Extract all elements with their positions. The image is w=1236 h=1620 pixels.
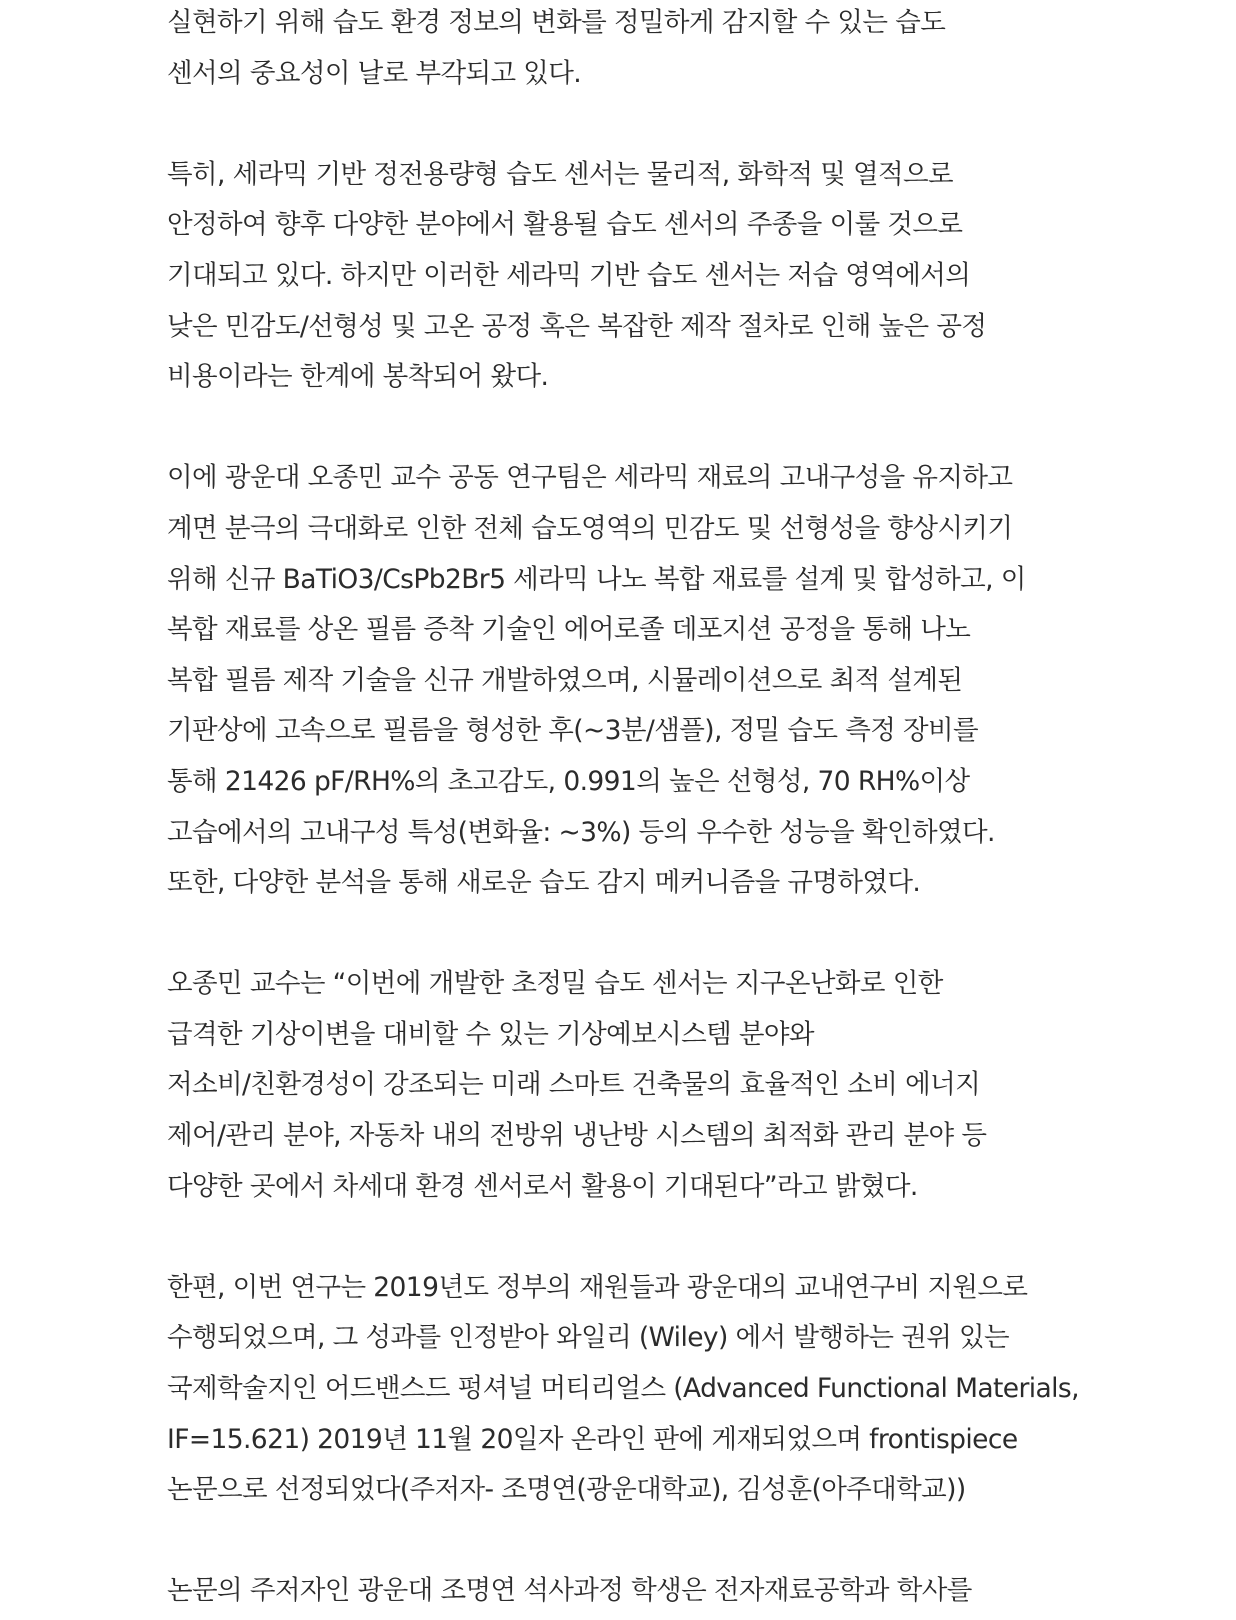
text-line: 제어/관리 분야, 자동차 내의 전방위 냉난방 시스템의 최적화 관리 분야 등 (167, 1120, 987, 1152)
paragraph-3 (167, 453, 1217, 908)
paragraph-5 (167, 1263, 1217, 1516)
text-line: 특히, 세라믹 기반 정전용량형 습도 센서는 물리적, 화학적 및 열적으로 (167, 158, 954, 190)
text-line: 또한, 다양한 분석을 통해 새로운 습도 감지 메커니즘을 규명하였다. (167, 867, 921, 899)
text-line: 안정하여 향후 다양한 분야에서 활용될 습도 센서의 주종을 이룰 것으로 (167, 209, 963, 241)
text-line: IF=15.621) 2019년 11월 20일자 온라인 판에 게재되었으며 frontispiece (167, 1423, 1018, 1455)
paragraph-gap (167, 403, 1217, 454)
article-body (167, 0, 1217, 1617)
text-line: 계면 분극의 극대화로 인한 전체 습도영역의 민감도 및 선형성을 향상시키기 (167, 512, 1013, 544)
paragraph-2 (167, 150, 1217, 403)
text-line: 기대되고 있다. 하지만 이러한 세라믹 기반 습도 센서는 저습 영역에서의 (167, 259, 971, 291)
paragraph-6 (167, 1566, 1217, 1617)
text-line: 저소비/친환경성이 강조되는 미래 스마트 건축물의 효율적인 소비 에너지 (167, 1069, 981, 1101)
paragraph-gap (167, 1516, 1217, 1567)
text-line: 기판상에 고속으로 필름을 형성한 후(~3분/샘플), 정밀 습도 측정 장비를 (167, 715, 979, 747)
paragraph-1 (167, 0, 1217, 99)
text-line: 복합 재료를 상온 필름 증착 기술인 에어로졸 데포지션 공정을 통해 나노 (167, 614, 971, 646)
text-line: 이에 광운대 오종민 교수 공동 연구팀은 세라믹 재료의 고내구성을 유지하고 (167, 462, 1013, 494)
paragraph-4 (167, 959, 1217, 1212)
text-line: 오종민 교수는 “이번에 개발한 초정밀 습도 센서는 지구온난화로 인한 (167, 968, 943, 1000)
text-line: 낮은 민감도/선형성 및 고온 공정 혹은 복잡한 제작 절차로 인해 높은 공정 (167, 310, 987, 342)
text-line: 고습에서의 고내구성 특성(변화율: ~3%) 등의 우수한 성능을 확인하였다. (167, 816, 995, 848)
text-line: 논문의 주저자인 광운대 조명연 석사과정 학생은 전자재료공학과 학사를 (167, 1575, 972, 1607)
text-line: 다양한 곳에서 차세대 환경 센서로서 활용이 기대된다”라고 밝혔다. (167, 1170, 918, 1202)
text-line: 통해 21426 pF/RH%의 초고감도, 0.991의 높은 선형성, 70 RH%이상 (167, 765, 970, 797)
paragraph-gap (167, 909, 1217, 960)
text-line: 비용이라는 한계에 봉착되어 왔다. (167, 361, 549, 393)
paragraph-gap (167, 1212, 1217, 1263)
text-line: 실현하기 위해 습도 환경 정보의 변화를 정밀하게 감지할 수 있는 습도 (167, 7, 946, 38)
text-line: 위해 신규 BaTiO3/CsPb2Br5 세라믹 나노 복합 재료를 설계 및 합성하고, 이 (167, 563, 1026, 595)
text-line: 수행되었으며, 그 성과를 인정받아 와일리 (Wiley) 에서 발행하는 권위 있는 (167, 1322, 1010, 1354)
text-line: 센서의 중요성이 날로 부각되고 있다. (167, 57, 582, 89)
paragraph-gap (167, 99, 1217, 150)
text-line: 국제학술지인 어드밴스드 펑셔널 머티리얼스 (Advanced Functional Materials, (167, 1373, 1079, 1405)
text-line: 급격한 기상이변을 대비할 수 있는 기상예보시스템 분야와 (167, 1018, 814, 1050)
text-line: 복합 필름 제작 기술을 신규 개발하였으며, 시뮬레이션으로 최적 설계된 (167, 664, 963, 696)
text-line: 논문으로 선정되었다(주저자- 조명연(광운대학교), 김성훈(아주대학교)) (167, 1474, 966, 1506)
text-line: 한편, 이번 연구는 2019년도 정부의 재원들과 광운대의 교내연구비 지원으로 (167, 1271, 1028, 1303)
